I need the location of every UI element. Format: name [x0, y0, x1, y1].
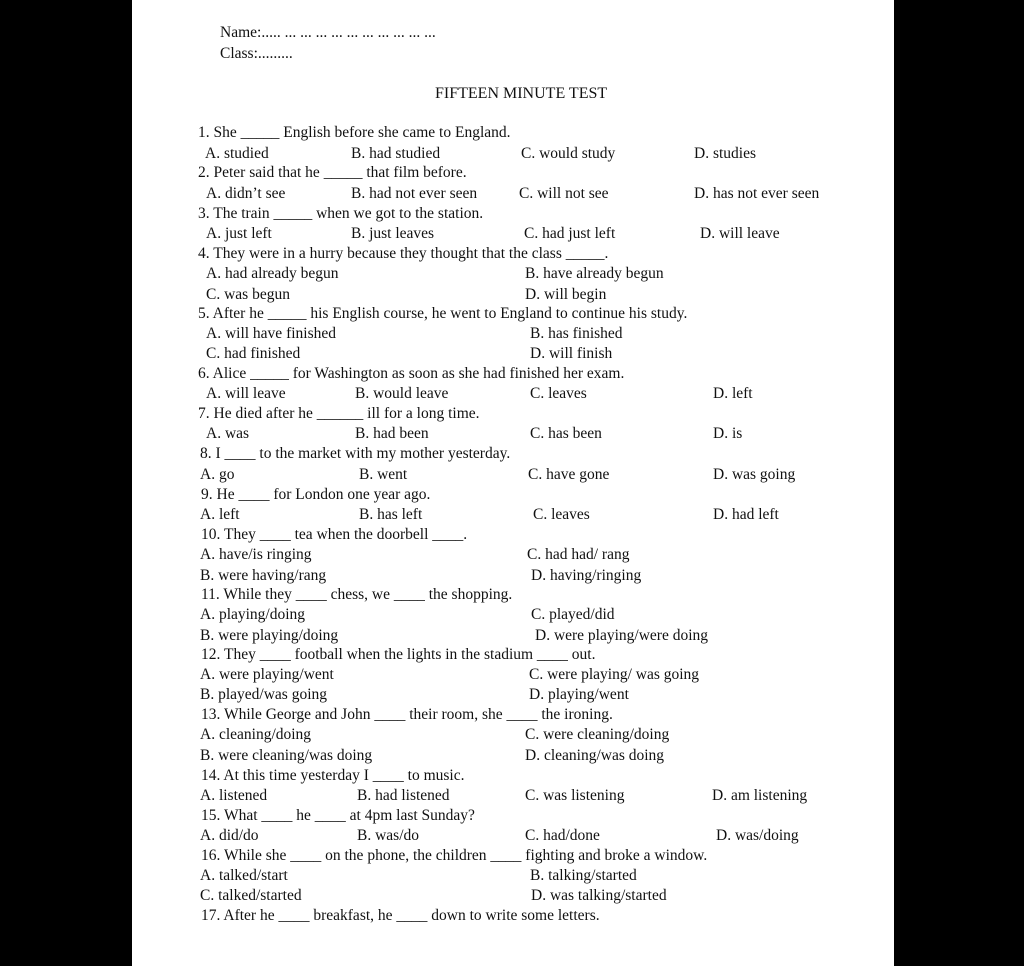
answer-option: A. left: [200, 506, 240, 523]
answer-option: B. have already begun: [525, 265, 664, 282]
answer-option: C. leaves: [530, 385, 587, 402]
answer-option: C. were cleaning/doing: [525, 726, 670, 743]
answer-option: B. talking/started: [530, 867, 637, 884]
answer-option: A. just left: [206, 225, 272, 242]
answer-option: A. didn’t see: [206, 185, 286, 202]
answer-option: B. were playing/doing: [200, 627, 339, 644]
answer-option: C. would study: [521, 145, 616, 162]
page-title: FIFTEEN MINUTE TEST: [435, 85, 608, 102]
answer-option: C. was listening: [525, 787, 625, 804]
answer-option: B. had not ever seen: [351, 185, 478, 202]
answer-option: D. is: [713, 425, 743, 442]
question-stem: 4. They were in a hurry because they thought that the class _____.: [198, 245, 609, 262]
answer-option: C. was begun: [206, 286, 290, 303]
answer-option: D. was/doing: [716, 827, 799, 844]
question-stem: 14. At this time yesterday I ____ to music.: [201, 767, 465, 784]
answer-option: D. studies: [694, 145, 756, 162]
answer-option: D. am listening: [712, 787, 808, 804]
class-field: Class:.........: [220, 45, 293, 62]
answer-option: A. will leave: [206, 385, 286, 402]
question-stem: 13. While George and John ____ their room, she ____ the ironing.: [201, 706, 613, 723]
answer-option: A. did/do: [200, 827, 259, 844]
answer-option: B. has left: [359, 506, 423, 523]
answer-option: B. would leave: [355, 385, 449, 402]
answer-option: C. had/done: [525, 827, 600, 844]
answer-option: A. listened: [200, 787, 268, 804]
answer-option: C. had just left: [524, 225, 616, 242]
answer-option: A. talked/start: [200, 867, 288, 884]
answer-option: C. played/did: [531, 606, 615, 623]
answer-option: D. will leave: [700, 225, 780, 242]
answer-option: B. was/do: [357, 827, 419, 844]
question-stem: 3. The train _____ when we got to the station.: [198, 205, 484, 222]
answer-option: C. had finished: [206, 345, 301, 362]
answer-option: A. playing/doing: [200, 606, 306, 623]
answer-option: B. has finished: [530, 325, 623, 342]
answer-option: B. had been: [355, 425, 429, 442]
answer-option: A. had already begun: [206, 265, 339, 282]
answer-option: D. were playing/were doing: [535, 627, 709, 644]
answer-option: B. just leaves: [351, 225, 435, 242]
answer-option: D. had left: [713, 506, 779, 523]
answer-option: B. went: [359, 466, 408, 483]
question-stem: 11. While they ____ chess, we ____ the shopping.: [201, 586, 513, 603]
answer-option: D. was going: [713, 466, 796, 483]
question-stem: 16. While she ____ on the phone, the children ____ fighting and broke a window.: [201, 847, 708, 864]
answer-option: A. cleaning/doing: [200, 726, 312, 743]
answer-option: A. was: [206, 425, 250, 442]
answer-option: B. had studied: [351, 145, 441, 162]
answer-option: D. having/ringing: [531, 567, 642, 584]
question-stem: 7. He died after he ______ ill for a long time.: [198, 405, 480, 422]
question-stem: 9. He ____ for London one year ago.: [201, 486, 431, 503]
answer-option: B. had listened: [357, 787, 450, 804]
question-stem: 1. She _____ English before she came to England.: [198, 124, 511, 141]
answer-option: D. was talking/started: [531, 887, 667, 904]
answer-option: C. will not see: [519, 185, 609, 202]
answer-option: C. were playing/ was going: [529, 666, 700, 683]
answer-option: D. has not ever seen: [694, 185, 820, 202]
question-stem: 10. They ____ tea when the doorbell ____.: [201, 526, 468, 543]
answer-option: D. left: [713, 385, 753, 402]
answer-option: B. played/was going: [200, 686, 327, 703]
question-stem: 12. They ____ football when the lights in the stadium ____ out.: [201, 646, 596, 663]
test-paper: [132, 0, 894, 966]
answer-option: D. playing/went: [529, 686, 629, 703]
answer-option: C. leaves: [533, 506, 590, 523]
answer-option: C. has been: [530, 425, 602, 442]
answer-option: B. were having/rang: [200, 567, 327, 584]
answer-option: C. talked/started: [200, 887, 302, 904]
question-stem: 6. Alice _____ for Washington as soon as she had finished her exam.: [198, 365, 625, 382]
answer-option: D. will finish: [530, 345, 613, 362]
answer-option: C. had had/ rang: [527, 546, 630, 563]
answer-option: A. studied: [205, 145, 269, 162]
question-stem: 17. After he ____ breakfast, he ____ down to write some letters.: [201, 907, 600, 924]
answer-option: C. have gone: [528, 466, 610, 483]
name-field: Name:..... ... ... ... ... ... ... ... ... ... ...: [220, 24, 436, 41]
question-stem: 5. After he _____ his English course, he went to England to continue his study.: [198, 305, 688, 322]
answer-option: D. cleaning/was doing: [525, 747, 665, 764]
question-stem: 8. I ____ to the market with my mother yesterday.: [200, 445, 511, 462]
answer-option: D. will begin: [525, 286, 607, 303]
answer-option: A. will have finished: [206, 325, 337, 342]
question-stem: 2. Peter said that he _____ that film before.: [198, 164, 467, 181]
question-stem: 15. What ____ he ____ at 4pm last Sunday?: [201, 807, 475, 824]
answer-option: B. were cleaning/was doing: [200, 747, 373, 764]
answer-option: A. were playing/went: [200, 666, 334, 683]
answer-option: A. go: [200, 466, 235, 483]
answer-option: A. have/is ringing: [200, 546, 312, 563]
